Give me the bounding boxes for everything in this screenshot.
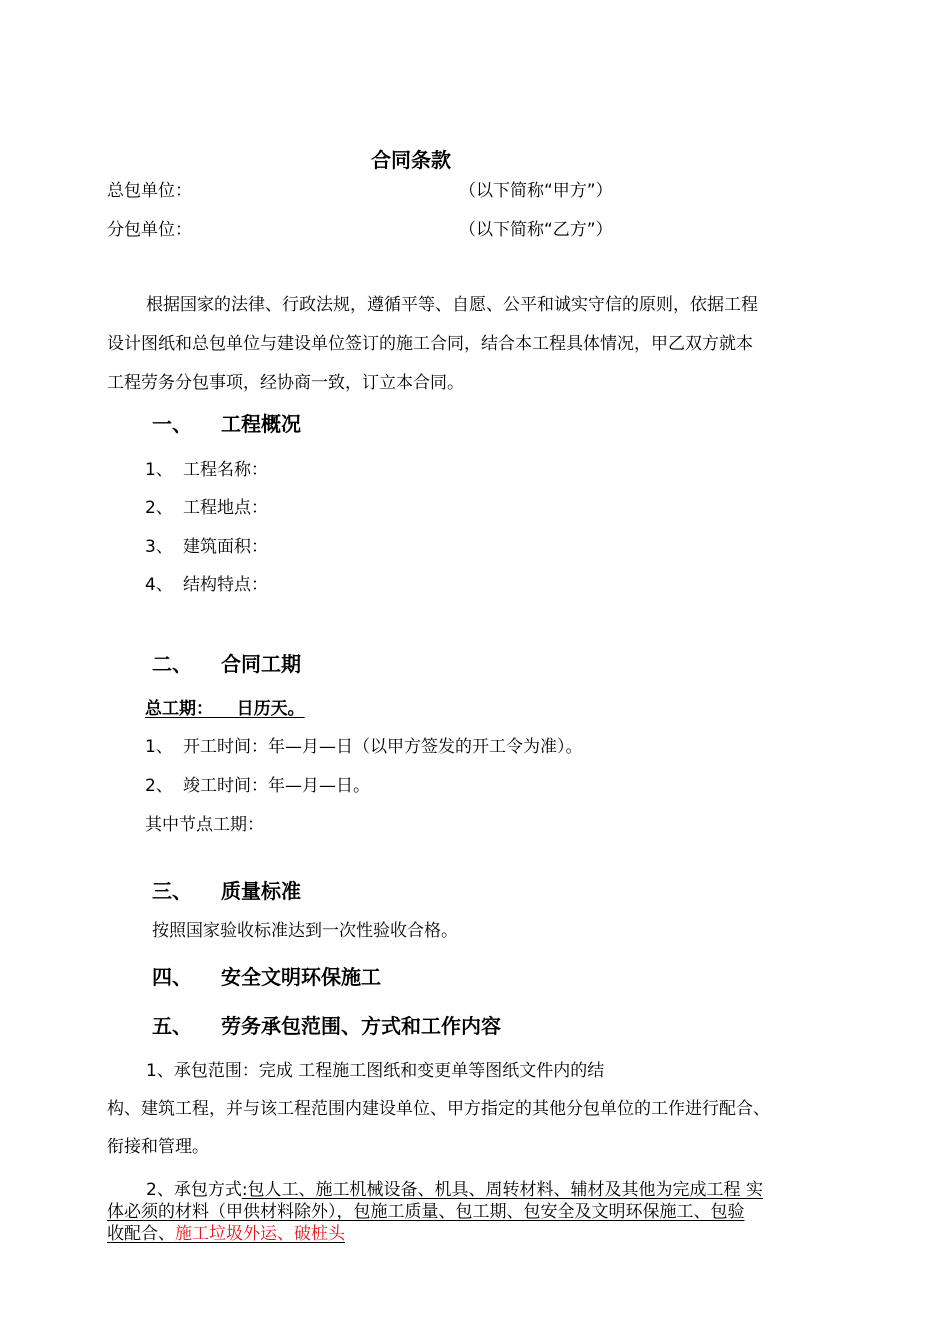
s2-item-2-num: 2、 [145, 776, 173, 796]
general-contractor-alias: （以下简称“甲方”） [459, 181, 613, 201]
general-contractor-label: 总包单位： [107, 181, 192, 201]
intro-line-1: 根据国家的法律、行政法规，遵循平等、自愿、公平和诚实守信的原则，依据工程 [146, 295, 758, 315]
subcontractor-label: 分包单位： [107, 220, 192, 240]
intro-line-3: 工程劳务分包事项，经协商一致，订立本合同。 [107, 373, 464, 393]
section-3-number: 三、 [152, 879, 192, 903]
s2-item-2-text: 竣工时间：年—月—日。 [183, 776, 370, 796]
s2-item-1-num: 1、 [145, 737, 173, 757]
s1-item-1-num: 1、 [145, 460, 173, 480]
section-3-title: 质量标准 [221, 879, 301, 903]
method-line-1 [146, 1179, 763, 1201]
s1-item-3-num: 3、 [145, 537, 173, 557]
s1-item-4-text: 结构特点： [183, 575, 268, 595]
subcontractor-alias: （以下简称“乙方”） [459, 220, 613, 240]
section-2-title: 合同工期 [221, 652, 301, 676]
method-line-2: 体必须的材料（甲供材料除外），包施工质量、包工期、包安全及文明环保施工、包验 [107, 1202, 745, 1222]
section-1-number: 一、 [152, 412, 192, 436]
section-2-number: 二、 [152, 652, 192, 676]
method-prefix: 2、承包方式 [146, 1180, 242, 1200]
section-5-number: 五、 [152, 1014, 192, 1038]
s1-item-1-text: 工程名称： [183, 460, 268, 480]
section-1-title: 工程概况 [221, 412, 301, 436]
quality-standard-text: 按照国家验收标准达到一次性验收合格。 [152, 921, 458, 941]
scope-line-3: 衔接和管理。 [107, 1137, 209, 1157]
section-4-number: 四、 [152, 965, 192, 989]
method-line-3 [107, 1223, 345, 1245]
s1-item-2-num: 2、 [145, 498, 173, 518]
section-4-title: 安全文明环保施工 [221, 965, 381, 989]
scope-line-2: 构、建筑工程，并与该工程范围内建设单位、甲方指定的其他分包单位的工作进行配合、 [107, 1099, 770, 1119]
method-highlight-text: 施工垃圾外运、破桩头 [175, 1224, 345, 1244]
s1-item-4-num: 4、 [145, 575, 173, 595]
intro-line-2: 设计图纸和总包单位与建设单位签订的施工合同，结合本工程具体情况，甲乙双方就本 [107, 334, 753, 354]
s1-item-2-text: 工程地点： [183, 498, 268, 518]
total-duration: 总工期： 日历天。 [145, 699, 305, 719]
method-text-1: :包人工、施工机械设备、机具、周转材料、辅材及其他为完成工程 实 [241, 1180, 763, 1200]
scope-line-1: 1、承包范围：完成 工程施工图纸和变更单等图纸文件内的结 [146, 1061, 605, 1081]
node-duration: 其中节点工期： [145, 815, 264, 835]
s1-item-3-text: 建筑面积： [183, 537, 268, 557]
section-5-title: 劳务承包范围、方式和工作内容 [221, 1014, 501, 1038]
s2-item-1-text: 开工时间：年—月—日（以甲方签发的开工令为准）。 [183, 737, 583, 757]
page-title: 合同条款 [371, 148, 451, 172]
method-text-3a: 收配合、 [107, 1224, 175, 1244]
